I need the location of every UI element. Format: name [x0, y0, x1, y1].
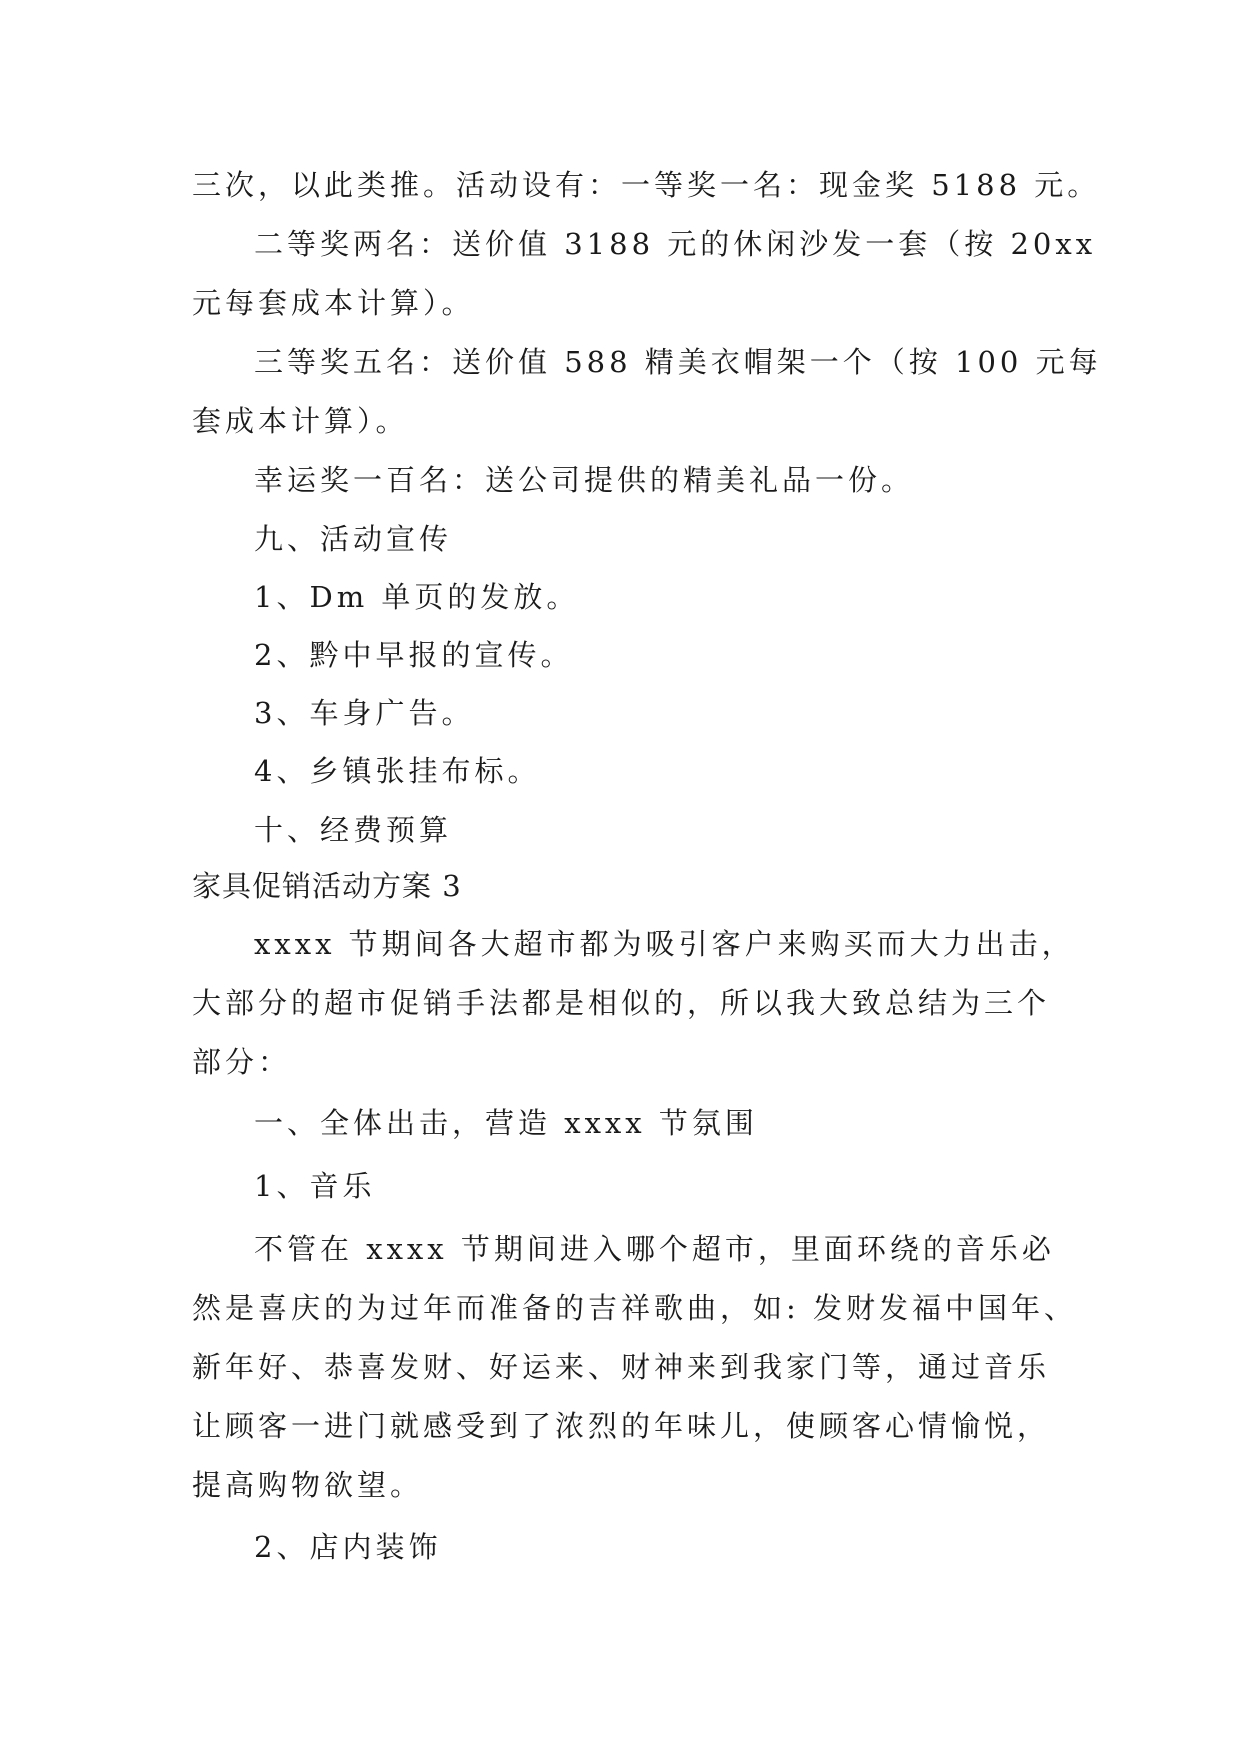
- text-line: 然是喜庆的为过年而准备的吉祥歌曲，如: 发财发福中国年、: [192, 1291, 1077, 1325]
- text-line: 提高购物欲望。: [192, 1468, 424, 1502]
- text-line: 让顾客一进门就感受到了浓烈的年味儿，使顾客心情愉悦，: [192, 1409, 1051, 1443]
- document-title: 家具促销活动方案 3: [192, 869, 462, 903]
- list-item: 2、黔中早报的宣传。: [254, 638, 574, 672]
- text-line: 新年好、恭喜发财、好运来、财神来到我家门等，通过音乐: [192, 1350, 1051, 1384]
- text-line: 二等奖两名：送价值 3188 元的休闲沙发一套（按 20xx: [254, 227, 1097, 261]
- text-line: xxxx 节期间各大超市都为吸引客户来购买而大力出击，: [254, 927, 1075, 961]
- text-line: 大部分的超市促销手法都是相似的，所以我大致总结为三个: [192, 986, 1051, 1020]
- section-heading: 九、活动宣传: [254, 522, 453, 556]
- text-line: 三等奖五名：送价值 588 精美衣帽架一个（按 100 元每: [254, 345, 1102, 379]
- text-line: 幸运奖一百名：送公司提供的精美礼品一份。: [254, 463, 915, 497]
- list-item: 3、车身广告。: [254, 696, 475, 730]
- text-line: 不管在 xxxx 节期间进入哪个超市，里面环绕的音乐必: [254, 1232, 1055, 1266]
- list-item: 2、店内装饰: [254, 1530, 442, 1564]
- text-line: 三次，以此类推。活动设有：一等奖一名：现金奖 5188 元。: [192, 168, 1101, 202]
- text-line: 套成本计算）。: [192, 404, 409, 438]
- list-item: 1、Dm 单页的发放。: [254, 580, 580, 614]
- list-item: 4、乡镇张挂布标。: [254, 754, 541, 788]
- section-heading: 十、经费预算: [254, 813, 453, 847]
- section-heading: 一、全体出击，营造 xxxx 节氛围: [254, 1106, 758, 1140]
- list-item: 1、音乐: [254, 1169, 376, 1203]
- text-line: 部分：: [192, 1045, 292, 1079]
- text-line: 元每套成本计算）。: [192, 286, 475, 320]
